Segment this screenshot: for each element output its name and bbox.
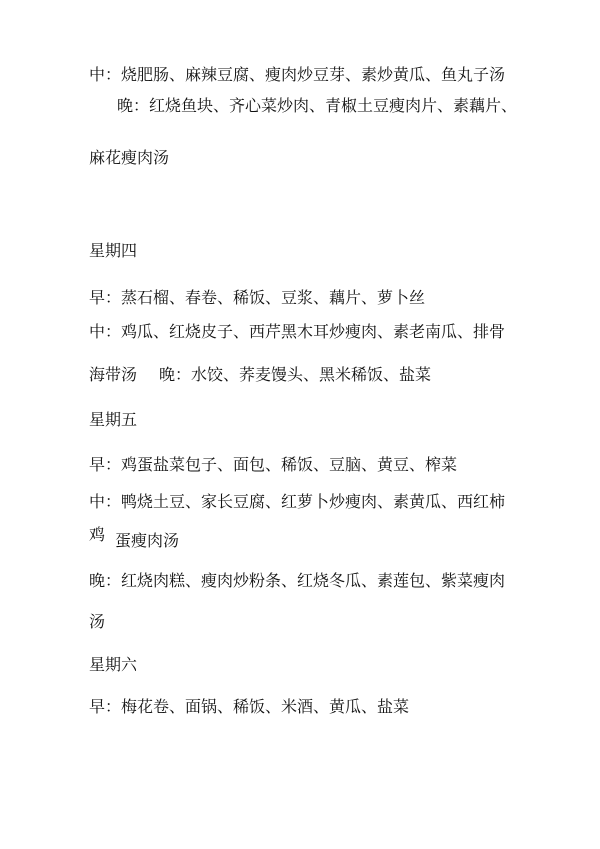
thursday-lunch-line-2: 海带汤 [89,365,138,384]
friday-dinner-line-2: 汤 [89,612,106,631]
saturday-heading: 星期六 [89,655,138,674]
friday-lunch-line-2a: 鸡 [89,525,106,544]
wednesday-dinner-line-1: 晚：红烧鱼块、齐心菜炒肉、青椒土豆瘦肉片、素藕片、 [117,96,518,115]
friday-heading: 星期五 [89,410,138,429]
thursday-dinner: 晚：水饺、荞麦馒头、黑米稀饭、盐菜 [159,365,432,384]
thursday-lunch-line-1: 中：鸡瓜、红烧皮子、西芹黑木耳炒瘦肉、素老南瓜、排骨 [89,322,506,341]
wednesday-lunch: 中：烧肥肠、麻辣豆腐、瘦肉炒豆芽、素炒黄瓜、鱼丸子汤 [89,65,506,84]
thursday-lunch-dinner-line [89,365,431,385]
friday-lunch-line-2b: 蛋瘦肉汤 [115,531,180,550]
saturday-breakfast: 早：梅花卷、面锅、稀饭、米酒、黄瓜、盐菜 [89,697,410,716]
thursday-breakfast: 早：蒸石榴、春卷、稀饭、豆浆、藕片、萝卜丝 [89,288,426,307]
friday-breakfast: 早：鸡蛋盐菜包子、面包、稀饭、豆脑、黄豆、榨菜 [89,455,458,474]
friday-dinner-line-1: 晚：红烧肉糕、瘦肉炒粉条、红烧冬瓜、素莲包、紫菜瘦肉 [89,571,506,590]
thursday-heading: 星期四 [89,241,138,260]
wednesday-dinner-line-2: 麻花瘦肉汤 [89,148,170,167]
friday-lunch-line-1: 中：鸭烧土豆、家长豆腐、红萝卜炒瘦肉、素黄瓜、西红柿 [89,492,506,511]
